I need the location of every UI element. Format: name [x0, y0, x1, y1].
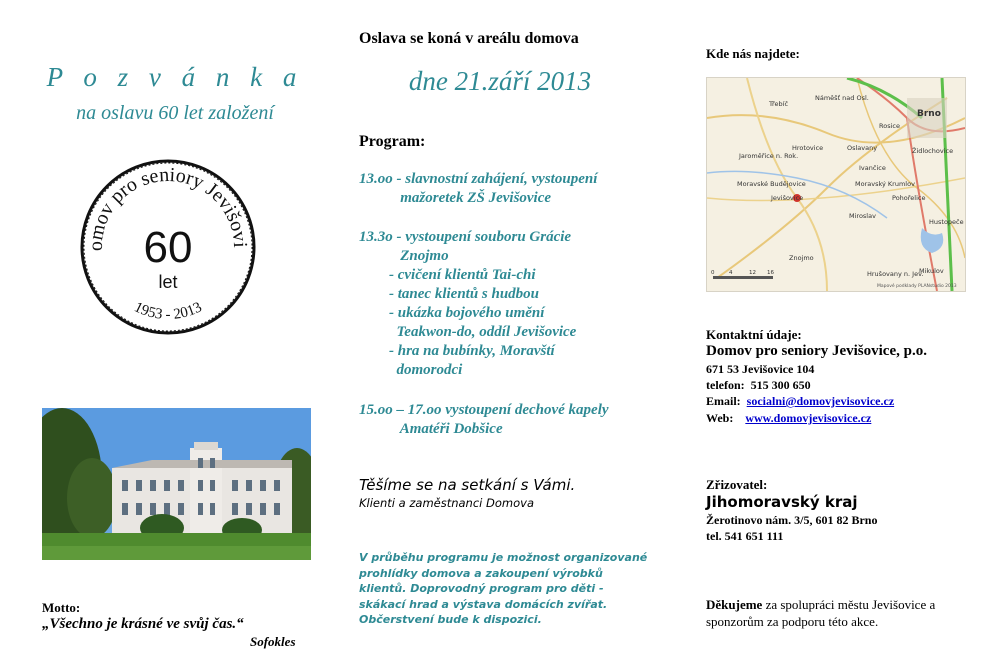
- map-place: Moravský Krumlov: [855, 180, 915, 188]
- program-line: Znojmo: [359, 248, 449, 264]
- web-label: Web:: [706, 411, 734, 425]
- phone-line: [706, 378, 811, 393]
- thanks-text: [706, 596, 966, 630]
- map-place: Brno: [917, 109, 941, 119]
- thanks-rest: za spolupráci městu Jevišovice a sponzorům za podporu této akce.: [706, 597, 936, 629]
- map-place: Jaroměřice n. Rok.: [739, 152, 799, 160]
- building-photo: [42, 408, 311, 560]
- web-link[interactable]: www.domovjevisovice.cz: [745, 411, 872, 425]
- map-place: Hrotovice: [792, 144, 824, 152]
- founder-label: Zřizovatel:: [706, 477, 768, 492]
- invitation-title: P o z v á n k a: [46, 62, 304, 92]
- program-line: - cvičení klientů Tai-chi: [359, 267, 536, 283]
- map-scale-label: 4: [729, 270, 733, 276]
- map-label: Kde nás najdete:: [706, 46, 800, 61]
- founder-phone: tel. 541 651 111: [706, 529, 784, 543]
- map-place: Moravské Budějovice: [737, 180, 806, 188]
- program-line: 15.oo – 17.oo vystoupení dechové kapely: [359, 402, 609, 418]
- map-place: Rosice: [879, 122, 900, 130]
- map-place: Hustopeče: [929, 218, 964, 226]
- motto-author: Sofokles: [250, 634, 296, 649]
- program-line: domorodci: [359, 362, 463, 378]
- seal-number: 60: [143, 223, 193, 272]
- program-line: 13.oo - slavnostní zahájení, vystoupení: [359, 171, 598, 187]
- anniversary-seal: [79, 158, 257, 336]
- map-place: Jevišovice: [771, 194, 804, 202]
- map-scale-label: 12: [749, 270, 756, 276]
- invitation-subtitle: na oslavu 60 let založení: [76, 102, 274, 124]
- map-place: Oslavany: [847, 144, 878, 152]
- map-credit: Mapové podklady PLANstudio 2013: [877, 284, 957, 289]
- map-place: Ivančice: [859, 164, 886, 172]
- program-label: Program:: [359, 133, 426, 150]
- location-map[interactable]: [706, 77, 966, 292]
- program-line: 13.3o - vystoupení souboru Grácie: [359, 229, 572, 245]
- email-link[interactable]: socialni@domovjevisovice.cz: [746, 394, 895, 408]
- phone-number: 515 300 650: [750, 378, 811, 392]
- map-place: Znojmo: [789, 254, 814, 262]
- email-label: Email:: [706, 394, 741, 408]
- contact-label: Kontaktní údaje:: [706, 327, 802, 342]
- event-date: dne 21.září 2013: [408, 66, 592, 96]
- map-place: Mikulov: [919, 267, 944, 275]
- motto-label: Motto:: [42, 600, 81, 615]
- program-item-opening: [359, 170, 597, 208]
- thanks-bold: Děkujeme: [706, 597, 763, 612]
- program-item-brass-band: [359, 401, 609, 439]
- founder-name: Jihomoravský kraj: [706, 493, 858, 511]
- email-line: [706, 394, 894, 409]
- program-line: Amatéři Dobšice: [359, 421, 503, 437]
- motto-text: „Všechno je krásné ve svůj čas.“: [42, 616, 244, 632]
- map-scale-label: 0: [711, 270, 715, 276]
- map-place: Hrušovany n. Jev.: [867, 270, 924, 278]
- map-place: Třebíč: [769, 100, 789, 108]
- address-line: 671 53 Jevišovice 104: [706, 362, 815, 376]
- map-place: Miroslav: [849, 212, 876, 220]
- greeting-text: Těšíme se na setkání s Vámi.: [359, 476, 576, 494]
- seal-unit: let: [158, 272, 178, 292]
- map-place: Židlochovice: [912, 147, 954, 155]
- program-line: - hra na bubínky, Moravští: [359, 343, 555, 359]
- phone-label: telefon:: [706, 378, 745, 392]
- founder-address: Žerotinovo nám. 3/5, 601 82 Brno: [706, 513, 878, 527]
- program-line: Teakwon-do, oddíl Jevišovice: [359, 324, 577, 340]
- map-place: Pohořelice: [892, 194, 926, 202]
- seal-ring-text: omov pro seniory Jevišovi: [84, 163, 252, 252]
- greeting-signature: Klienti a zaměstnanci Domova: [359, 496, 534, 510]
- program-line: - ukázka bojového umění: [359, 305, 545, 321]
- venue-text: Oslava se koná v areálu domova: [359, 30, 579, 47]
- seal-years: 1953 - 2013: [131, 299, 205, 323]
- organization-name: Domov pro seniory Jevišovice, p.o.: [706, 343, 927, 359]
- map-scale-label: 16: [767, 270, 774, 276]
- program-line: - tanec klientů s hudbou: [359, 286, 540, 302]
- web-line: [706, 411, 871, 426]
- map-place: Náměšť nad Osl.: [815, 94, 869, 102]
- program-line: mažoretek ZŠ Jevišovice: [359, 190, 552, 206]
- program-item-performances: [359, 228, 576, 380]
- program-note: V průběhu programu je možnost organizované prohlídky domova a zakoupení výrobků klientů. Doprovodný program pro děti - skákací hrad a výstava domácích zvířat. Občerstvení bude k dispozici.: [359, 551, 648, 626]
